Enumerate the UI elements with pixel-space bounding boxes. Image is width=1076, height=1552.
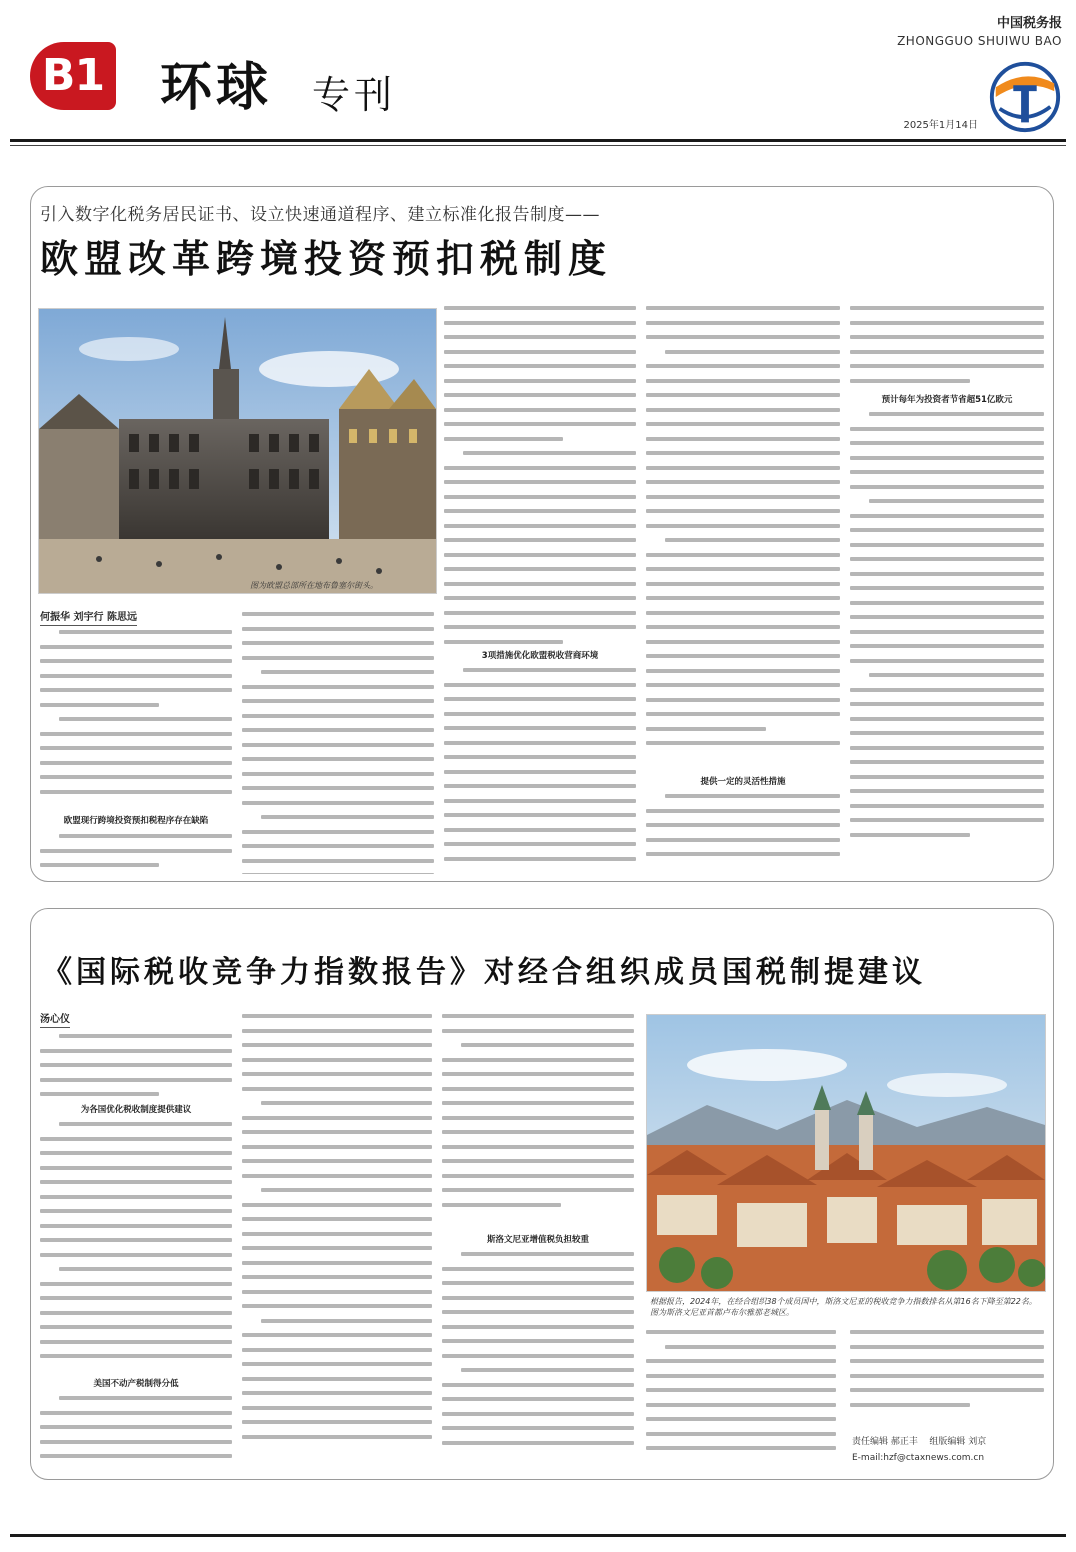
article2-column-3b xyxy=(442,1252,634,1472)
article1-subhead-1: 欧盟现行跨境投资预扣税程序存在缺陷 xyxy=(63,816,209,826)
article1-column-2 xyxy=(242,612,434,874)
article1-column-4b xyxy=(646,794,840,874)
editor-label: 责任编辑 xyxy=(852,1437,889,1447)
designer-label: 组版编辑 xyxy=(929,1437,966,1447)
footer-rule xyxy=(10,1534,1066,1537)
article2-subhead-1: 为各国优化税收制度提供建议 xyxy=(80,1105,192,1115)
section-subtitle: 专刊 xyxy=(312,73,397,117)
article2-column-5 xyxy=(850,1330,1044,1426)
article2-byline: 汤心仪 xyxy=(40,1014,70,1028)
editor-email[interactable]: E-mail:hzf@ctaxnews.com.cn xyxy=(852,1453,985,1463)
editor-credit xyxy=(852,1436,986,1449)
article1-column-3a xyxy=(444,306,636,644)
article1-column-3b xyxy=(444,668,636,874)
article2-subhead-3: 斯洛文尼亚增值税负担较重 xyxy=(486,1235,589,1245)
article1-headline: 欧盟改革跨境投资预扣税制度 xyxy=(40,236,613,281)
article1-column-5b xyxy=(850,412,1044,874)
article2-column-1a xyxy=(40,1034,232,1098)
article1-subhead-2: 3项措施优化欧盟税收营商环境 xyxy=(481,651,599,661)
editor-name: 郝正丰 xyxy=(890,1437,918,1447)
article2-photo-caption: 根据报告，2024年，在经合组织38个成员国中，斯洛文尼亚的税收竞争力指数排名从第16名下降至第22名。图为斯洛文尼亚首都卢布尔雅那老城区。 xyxy=(650,1297,1037,1317)
newspaper-pinyin: ZHONGGUO SHUIWU BAO xyxy=(897,34,1062,48)
newspaper-name: 中国税务报 xyxy=(996,16,1062,31)
page-number-badge: B1 xyxy=(30,42,116,110)
section-title: 环球 xyxy=(160,58,273,118)
article2-column-1b xyxy=(40,1122,232,1372)
issue-date: 2025年1月14日 xyxy=(903,120,978,131)
article1-kicker: 引入数字化税务居民证书、设立快速通道程序、建立标准化报告制度—— xyxy=(40,205,600,225)
article2-column-4 xyxy=(646,1330,836,1472)
article1-column-5a xyxy=(850,306,1044,388)
article1-subhead-3: 提供一定的灵活性措施 xyxy=(700,777,786,787)
article1-byline: 何振华 刘宇行 陈思远 xyxy=(40,612,137,626)
article1-photo xyxy=(38,308,437,594)
brussels-grand-place-image xyxy=(39,309,436,593)
article1-subhead-4: 预计每年为投资者节省超51亿欧元 xyxy=(881,395,1013,405)
newspaper-logo-icon xyxy=(986,58,1064,136)
article2-subhead-2: 美国不动产税制得分低 xyxy=(93,1379,179,1389)
ljubljana-old-town-image xyxy=(647,1015,1045,1291)
article2-column-1c xyxy=(40,1396,232,1472)
article1-column-1b xyxy=(40,834,232,870)
designer-name: 刘京 xyxy=(968,1437,987,1447)
article1-column-4a xyxy=(646,306,840,770)
article2-headline: 《国际税收竞争力指数报告》对经合组织成员国税制提建议 xyxy=(42,955,926,990)
masthead-rule xyxy=(10,139,1066,142)
masthead-rule-thin xyxy=(10,145,1066,146)
article1-photo-caption: 图为欧盟总部所在地布鲁塞尔街头。 xyxy=(250,581,378,590)
article2-photo xyxy=(646,1014,1046,1292)
article2-column-2 xyxy=(242,1014,432,1472)
article1-column-1a xyxy=(40,630,232,806)
article2-column-3a xyxy=(442,1014,634,1228)
